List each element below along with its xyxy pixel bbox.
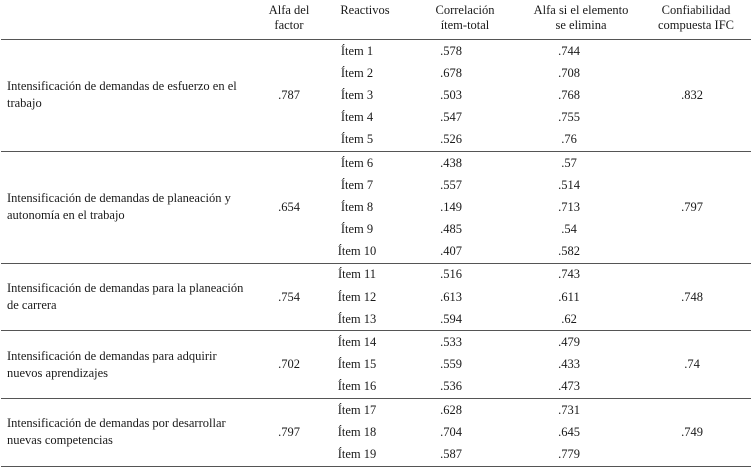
- item-total-correlation: .578: [440, 43, 462, 58]
- table-row: [1, 40, 751, 63]
- table-row: [1, 331, 751, 354]
- item-label: Ítem 19: [337, 446, 377, 461]
- item-label: Ítem 1: [340, 43, 374, 58]
- item-label: Ítem 16: [337, 379, 377, 394]
- alpha-if-deleted: .713: [558, 199, 580, 214]
- factor-alpha: .754: [278, 289, 300, 304]
- alpha-if-deleted: .645: [558, 424, 580, 439]
- factor-group: [1, 151, 751, 263]
- item-total-correlation: .704: [440, 424, 462, 439]
- factor-group: [1, 399, 751, 467]
- table-row: [1, 399, 751, 422]
- alpha-if-deleted: .582: [558, 244, 580, 259]
- item-total-correlation: .526: [440, 132, 462, 147]
- alpha-if-deleted: .731: [558, 402, 580, 417]
- item-total-correlation: .438: [440, 155, 462, 170]
- header-alpha-factor-line1: Alfa del: [268, 3, 310, 17]
- composite-reliability: .74: [684, 357, 700, 372]
- factor-name: Intensificación de demandas por desarrollar nuevas competencias: [7, 416, 226, 448]
- header-composite-reliability-line2: compuesta IFC: [657, 18, 735, 32]
- alpha-if-deleted: .708: [558, 65, 580, 80]
- item-total-correlation: .557: [440, 177, 462, 192]
- alpha-if-deleted: .433: [558, 357, 580, 372]
- item-total-correlation: .485: [440, 222, 462, 237]
- item-label: Ítem 3: [340, 87, 374, 102]
- item-label: Ítem 7: [340, 177, 374, 192]
- item-label: Ítem 18: [337, 424, 377, 439]
- item-label: Ítem 17: [337, 402, 377, 417]
- table-header: [1, 0, 751, 40]
- item-total-correlation: .628: [440, 402, 462, 417]
- item-label: Ítem 5: [340, 132, 374, 147]
- item-label: Ítem 6: [340, 155, 374, 170]
- factor-name: Intensificación de demandas de planeación y autonomía en el trabajo: [7, 191, 231, 223]
- item-label: Ítem 13: [337, 311, 377, 326]
- factor-group: [1, 331, 751, 399]
- alpha-if-deleted: .779: [558, 446, 580, 461]
- table-row: [1, 263, 751, 286]
- item-label: Ítem 14: [337, 335, 377, 350]
- alpha-if-deleted: .62: [561, 311, 577, 326]
- alpha-if-deleted: .54: [561, 222, 577, 237]
- item-total-correlation: .587: [440, 446, 462, 461]
- item-label: Ítem 9: [340, 222, 374, 237]
- header-alpha-factor-line2: factor: [274, 18, 304, 32]
- item-total-correlation: .149: [440, 199, 462, 214]
- alpha-if-deleted: .479: [558, 335, 580, 350]
- header-correlation-line2: ítem-total: [440, 18, 490, 32]
- item-label: Ítem 2: [340, 65, 374, 80]
- alpha-if-deleted: .514: [558, 177, 580, 192]
- item-label: Ítem 8: [340, 199, 374, 214]
- item-total-correlation: .594: [440, 311, 462, 326]
- alpha-if-deleted: .744: [558, 43, 580, 58]
- item-label: Ítem 12: [337, 289, 377, 304]
- header-factor: [1, 0, 257, 40]
- header-alpha-if-deleted-line1: Alfa si el elemento: [533, 3, 629, 17]
- header-alpha-factor: [257, 0, 321, 40]
- alpha-if-deleted: .755: [558, 110, 580, 125]
- factor-group: [1, 40, 751, 152]
- alpha-if-deleted: .743: [558, 267, 580, 282]
- table-row: [1, 151, 751, 174]
- header-alpha-if-deleted: [521, 0, 641, 40]
- item-total-correlation: .533: [440, 335, 462, 350]
- composite-reliability: .749: [681, 424, 703, 439]
- alpha-if-deleted: .57: [561, 155, 577, 170]
- composite-reliability: .832: [681, 87, 703, 102]
- composite-reliability: .797: [681, 199, 703, 214]
- item-total-correlation: .613: [440, 289, 462, 304]
- item-total-correlation: .678: [440, 65, 462, 80]
- factor-alpha: .797: [278, 424, 300, 439]
- item-total-correlation: .559: [440, 357, 462, 372]
- header-items: Reactivos: [340, 3, 390, 17]
- alpha-if-deleted: .76: [561, 132, 577, 147]
- item-label: Ítem 10: [337, 244, 377, 259]
- factor-name: Intensificación de demandas para la planeación de carrera: [7, 281, 244, 313]
- item-total-correlation: .407: [440, 244, 462, 259]
- header-row: [1, 0, 751, 40]
- item-label: Ítem 15: [337, 357, 377, 372]
- item-total-correlation: .547: [440, 110, 462, 125]
- reliability-table: [1, 0, 751, 467]
- alpha-if-deleted: .768: [558, 87, 580, 102]
- factor-alpha: .654: [278, 199, 300, 214]
- factor-name: Intensificación de demandas de esfuerzo en el trabajo: [7, 79, 237, 111]
- header-correlation-line1: Correlación: [435, 3, 495, 17]
- factor-alpha: .702: [278, 357, 300, 372]
- header-alpha-if-deleted-line2: se elimina: [555, 18, 607, 32]
- header-composite-reliability-line1: Confiabilidad: [661, 3, 731, 17]
- alpha-if-deleted: .611: [558, 289, 580, 304]
- factor-group: [1, 263, 751, 331]
- item-total-correlation: .516: [440, 267, 462, 282]
- item-total-correlation: .536: [440, 379, 462, 394]
- header-correlation: [409, 0, 521, 40]
- item-label: Ítem 4: [340, 110, 374, 125]
- composite-reliability: .748: [681, 289, 703, 304]
- item-label: Ítem 11: [337, 267, 377, 282]
- item-total-correlation: .503: [440, 87, 462, 102]
- factor-alpha: .787: [278, 87, 300, 102]
- alpha-if-deleted: .473: [558, 379, 580, 394]
- header-composite-reliability: [641, 0, 751, 40]
- factor-name: Intensificación de demandas para adquirir nuevos aprendizajes: [7, 348, 217, 380]
